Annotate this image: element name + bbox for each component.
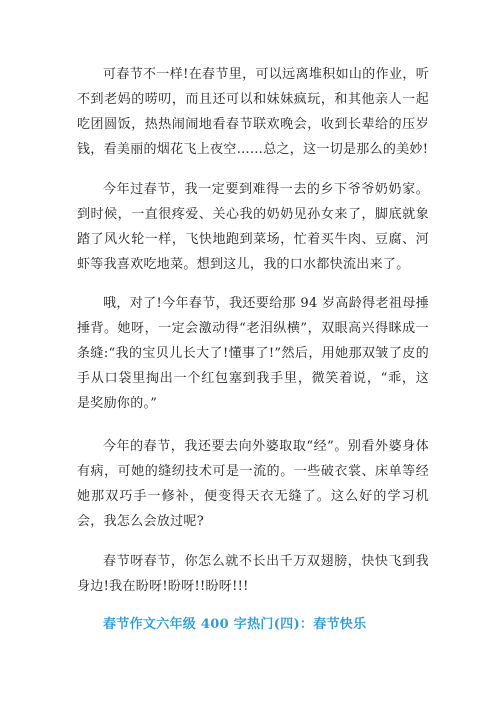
paragraph-2: 今年过春节，我一定要到难得一去的乡下爷爷奶奶家。到时候，一直很疼爱、关心我的奶奶见孙女来了，脚底就象踏了风火轮一样，飞快地跑到菜场，忙着买牛肉、豆腐、河虾等我喜欢吃地菜。想到这儿，我的口水都快流出来了。 xyxy=(77,182,429,272)
paragraph-3: 哦，对了!今年春节，我还要给那 94 岁高龄得老祖母捶捶背。她呀，一定会激动得“老泪纵横”，双眼高兴得眯成一条缝:“我的宝贝儿长大了!懂事了!”然后，用她那双皱了皮的手从口袋里掏出一个红包塞到我手里，微笑着说，“乖，这是奖励你的。” xyxy=(77,296,429,411)
paragraph-1: 可春节不一样!在春节里，可以远离堆积如山的作业，听不到老妈的唠叨，而且还可以和妹妹疯玩，和其他亲人一起吃团圆饭，热热闹闹地看春节联欢晚会，收到长辈给的压岁钱，看美丽的烟花飞上夜空……总之，这一切是那么的美妙! xyxy=(77,67,429,157)
paragraph-4: 今年的春节，我还要去向外婆取取“经”。别看外婆身体有病，可她的缝纫技术可是一流的。一些破衣裳、床单等经她那双巧手一修补，便变得天衣无缝了。这么好的学习机会，我怎么会放过呢? xyxy=(77,439,429,529)
section-heading: 春节作文六年级 400 字热门(四)：春节快乐 xyxy=(103,617,367,632)
paragraph-5: 春节呀春节，你怎么就不长出千万双翅膀，快快飞到我身边!我在盼呀!盼呀!!盼呀!!! xyxy=(77,554,429,594)
